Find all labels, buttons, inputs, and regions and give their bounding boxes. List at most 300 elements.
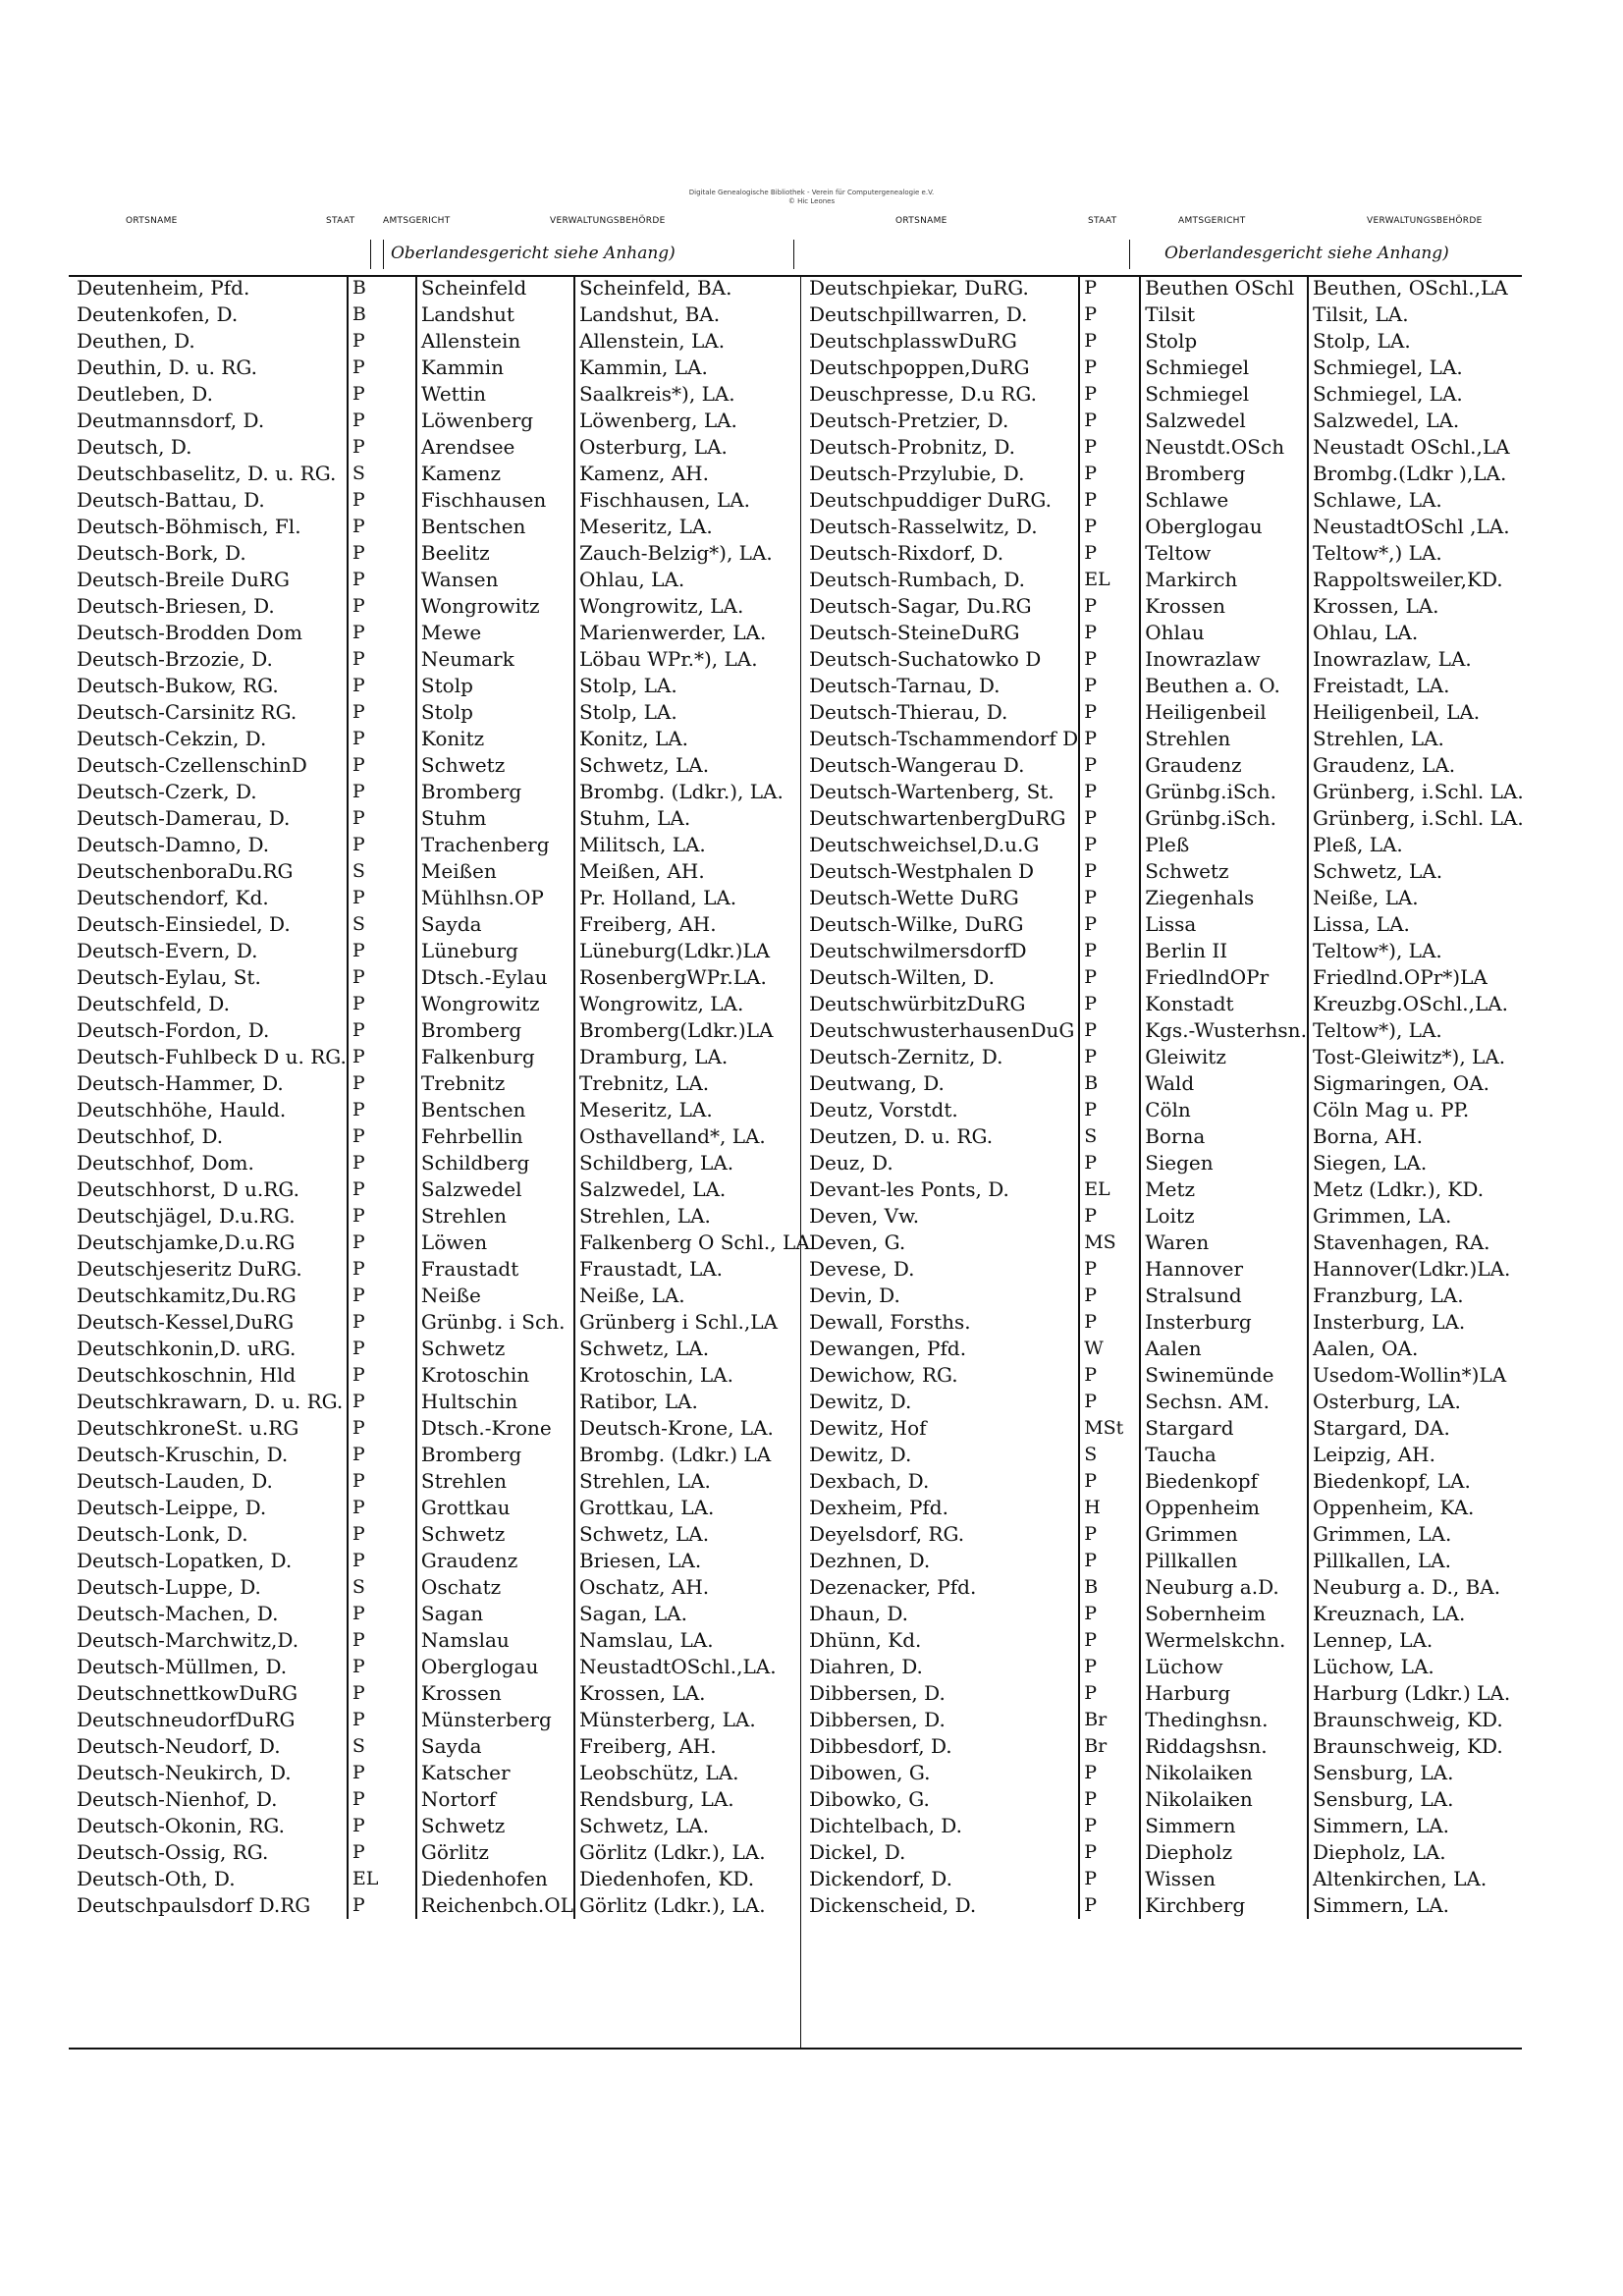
amtsgericht-cell: Cöln <box>1140 1097 1308 1123</box>
right-table-row <box>805 1336 1529 1362</box>
ortsname-cell: Deutschkonin,D. uRG. <box>77 1337 297 1360</box>
verwaltung-cell: Insterburg, LA. <box>1308 1309 1529 1336</box>
amtsgericht-cell: Trebnitz <box>416 1070 574 1097</box>
right-table-row <box>805 1813 1529 1839</box>
amtsgericht-cell: Neustdt.OSch <box>1140 434 1308 461</box>
amtsgericht-cell: Simmern <box>1140 1813 1308 1839</box>
verwaltung-cell: Schildberg, LA. <box>574 1150 816 1176</box>
ortsname-cell: Dewitz, D. <box>809 1390 912 1413</box>
ortsname-cell: Deutsch-Westphalen D <box>809 859 1034 883</box>
ortsname-cell: Deutschkoschnin, Hld <box>77 1363 297 1387</box>
amtsgericht-cell: Konstadt <box>1140 991 1308 1017</box>
ortsname-cell: Deutsch-Tschammendorf D <box>809 727 1079 750</box>
staat-cell: P <box>1079 832 1140 858</box>
left-table-row <box>73 1230 816 1256</box>
verwaltung-cell: Stuhm, LA. <box>574 805 816 832</box>
amtsgericht-cell: Beuthen a. O. <box>1140 673 1308 699</box>
ortsname-cell: Deutsch-Einsiedel, D. <box>77 912 291 936</box>
verwaltung-cell: Namslau, LA. <box>574 1627 816 1654</box>
amtsgericht-cell: Reichenbch.OL <box>416 1892 574 1919</box>
amtsgericht-cell: Loitz <box>1140 1203 1308 1230</box>
staat-cell: P <box>1079 1866 1140 1892</box>
right-table-row <box>805 752 1529 779</box>
amtsgericht-cell: Berlin II <box>1140 938 1308 964</box>
ortsname-cell: Deutsch-Przylubie, D. <box>809 462 1025 485</box>
header-verwaltung-left: VERWALTUNGSBEHÖRDE <box>550 216 666 226</box>
ortsname-cell: Deutschhof, D. <box>77 1124 224 1148</box>
verwaltung-cell: Scheinfeld, BA. <box>574 275 816 301</box>
left-table-row <box>73 381 816 408</box>
amtsgericht-cell: Wissen <box>1140 1866 1308 1892</box>
verwaltung-cell: Strehlen, LA. <box>574 1203 816 1230</box>
amtsgericht-cell: Krotoschin <box>416 1362 574 1389</box>
ortsname-cell: Deutsch-Cekzin, D. <box>77 727 267 750</box>
left-table-row <box>73 1866 816 1892</box>
left-table-row <box>73 461 816 487</box>
staat-cell: P <box>1079 1256 1140 1283</box>
verwaltung-cell: Görlitz (Ldkr.), LA. <box>574 1839 816 1866</box>
left-table-row <box>73 1309 816 1336</box>
ortsname-cell: Deutsch-Neudorf, D. <box>77 1734 281 1758</box>
ortsname-cell: Dickenscheid, D. <box>809 1893 977 1917</box>
staat-cell: S <box>348 858 416 885</box>
amtsgericht-cell: Strehlen <box>416 1468 574 1495</box>
right-table-row <box>805 514 1529 540</box>
right-table-row <box>805 991 1529 1017</box>
verwaltung-cell: Neustadt OSchl.,LA <box>1308 434 1529 461</box>
verwaltung-cell: Löbau WPr.*), LA. <box>574 646 816 673</box>
right-table-row <box>805 620 1529 646</box>
right-table-row <box>805 540 1529 567</box>
amtsgericht-cell: Markirch <box>1140 567 1308 593</box>
ortsname-cell: Deyelsdorf, RG. <box>809 1522 965 1546</box>
verwaltung-cell: Friedlnd.OPr*)LA <box>1308 964 1529 991</box>
ortsname-cell: Deutsch-Okonin, RG. <box>77 1814 286 1837</box>
verwaltung-cell: Beuthen, OSchl.,LA <box>1308 275 1529 301</box>
verwaltung-cell: Freiberg, AH. <box>574 911 816 938</box>
right-table-row <box>805 1760 1529 1786</box>
ortsname-cell: Diahren, D. <box>809 1655 923 1678</box>
verwaltung-cell: Borna, AH. <box>1308 1123 1529 1150</box>
verwaltung-cell: Schmiegel, LA. <box>1308 355 1529 381</box>
verwaltung-cell: Stolp, LA. <box>574 673 816 699</box>
amtsgericht-cell: Sayda <box>416 911 574 938</box>
ortsname-cell: Deutsch-SteineDuRG <box>809 621 1020 644</box>
staat-cell: Br <box>1079 1707 1140 1733</box>
verwaltung-cell: Strehlen, LA. <box>574 1468 816 1495</box>
verwaltung-cell: Oppenheim, KA. <box>1308 1495 1529 1521</box>
right-table-row <box>805 938 1529 964</box>
verwaltung-cell: Kreuzbg.OSchl.,LA. <box>1308 991 1529 1017</box>
ortsname-cell: DeutschwilmersdorfD <box>809 939 1027 962</box>
amtsgericht-cell: Diepholz <box>1140 1839 1308 1866</box>
amtsgericht-cell: Riddagshsn. <box>1140 1733 1308 1760</box>
staat-cell: P <box>1079 1362 1140 1389</box>
ortsname-cell: DeutschkroneSt. u.RG <box>77 1416 299 1440</box>
ortsname-cell: Devant-les Ponts, D. <box>809 1177 1009 1201</box>
staat-cell: P <box>348 1070 416 1097</box>
staat-cell: P <box>1079 1521 1140 1548</box>
amtsgericht-cell: Bromberg <box>416 779 574 805</box>
left-table-row <box>73 1123 816 1150</box>
header-verwaltung-right: VERWALTUNGSBEHÖRDE <box>1367 216 1483 226</box>
ortsname-cell: Deutsch-Oth, D. <box>77 1867 236 1890</box>
amtsgericht-cell: Stolp <box>416 673 574 699</box>
right-table-row <box>805 1786 1529 1813</box>
subheader-divider <box>370 240 371 269</box>
verwaltung-cell: Schwetz, LA. <box>1308 858 1529 885</box>
verwaltung-cell: Pleß, LA. <box>1308 832 1529 858</box>
amtsgericht-cell: Schwetz <box>1140 858 1308 885</box>
verwaltung-cell: Freiberg, AH. <box>574 1733 816 1760</box>
staat-cell: P <box>348 1813 416 1839</box>
left-table-row <box>73 1495 816 1521</box>
verwaltung-cell: Wongrowitz, LA. <box>574 991 816 1017</box>
staat-cell: P <box>348 1548 416 1574</box>
staat-cell: P <box>1079 991 1140 1017</box>
verwaltung-cell: Osterburg, LA. <box>1308 1389 1529 1415</box>
verwaltung-cell: Rappoltsweiler,KD. <box>1308 567 1529 593</box>
amtsgericht-cell: Arendsee <box>416 434 574 461</box>
ortsname-cell: DeutschwusterhausenDuG <box>809 1018 1075 1042</box>
subheader-left-note: Oberlandesgericht siehe Anhang) <box>391 244 676 263</box>
verwaltung-cell: Teltow*), LA. <box>1308 1017 1529 1044</box>
staat-cell: P <box>1079 1203 1140 1230</box>
verwaltung-cell: Sagan, LA. <box>574 1601 816 1627</box>
ortsname-cell: Dexheim, Pfd. <box>809 1496 948 1519</box>
ortsname-cell: Deutsch-Wilke, DuRG <box>809 912 1024 936</box>
amtsgericht-cell: Schlawe <box>1140 487 1308 514</box>
amtsgericht-cell: Kgs.-Wusterhsn. <box>1140 1017 1308 1044</box>
right-table-row <box>805 1097 1529 1123</box>
amtsgericht-cell: Landshut <box>416 301 574 328</box>
right-table-row <box>805 487 1529 514</box>
right-table-row <box>805 699 1529 726</box>
left-table-row <box>73 1521 816 1548</box>
ortsname-cell: Dewitz, D. <box>809 1443 912 1466</box>
amtsgericht-cell: Katscher <box>416 1760 574 1786</box>
verwaltung-cell: Stolp, LA. <box>574 699 816 726</box>
left-table-row <box>73 1283 816 1309</box>
amtsgericht-cell: Beelitz <box>416 540 574 567</box>
ortsname-cell: Deutsch-Tarnau, D. <box>809 674 1001 697</box>
ortsname-cell: DeutschneudorfDuRG <box>77 1708 296 1731</box>
staat-cell: B <box>348 275 416 301</box>
staat-cell: P <box>348 1839 416 1866</box>
verwaltung-cell: Deutsch-Krone, LA. <box>574 1415 816 1442</box>
amtsgericht-cell: Graudenz <box>1140 752 1308 779</box>
left-table-row <box>73 726 816 752</box>
verwaltung-cell: Lüchow, LA. <box>1308 1654 1529 1680</box>
verwaltung-cell: Graudenz, LA. <box>1308 752 1529 779</box>
right-table-row <box>805 832 1529 858</box>
amtsgericht-cell: Wettin <box>416 381 574 408</box>
ortsname-cell: Deutwang, D. <box>809 1071 945 1095</box>
staat-cell: P <box>348 991 416 1017</box>
verwaltung-cell: Löwenberg, LA. <box>574 408 816 434</box>
amtsgericht-cell: Kamenz <box>416 461 574 487</box>
verwaltung-cell: Teltow*), LA. <box>1308 938 1529 964</box>
staat-cell: P <box>348 381 416 408</box>
verwaltung-cell: NeustadtOSchl.,LA. <box>574 1654 816 1680</box>
amtsgericht-cell: Lissa <box>1140 911 1308 938</box>
amtsgericht-cell: Namslau <box>416 1627 574 1654</box>
amtsgericht-cell: Wermelskchn. <box>1140 1627 1308 1654</box>
staat-cell: S <box>348 1574 416 1601</box>
right-table-row <box>805 1627 1529 1654</box>
ortsname-cell: Dezenacker, Pfd. <box>809 1575 977 1599</box>
staat-cell: P <box>1079 699 1140 726</box>
staat-cell: P <box>1079 540 1140 567</box>
ortsname-cell: Deutsch-Bork, D. <box>77 541 246 565</box>
right-table-row <box>805 1866 1529 1892</box>
verwaltung-cell: Landshut, BA. <box>574 301 816 328</box>
right-table <box>805 275 1529 1919</box>
amtsgericht-cell: Stuhm <box>416 805 574 832</box>
left-table-row <box>73 514 816 540</box>
staat-cell: P <box>1079 885 1140 911</box>
ortsname-cell: Deutz, Vorstdt. <box>809 1098 958 1121</box>
staat-cell: P <box>348 1627 416 1654</box>
staat-cell: P <box>348 805 416 832</box>
verwaltung-cell: Teltow*,) LA. <box>1308 540 1529 567</box>
right-table-row <box>805 805 1529 832</box>
staat-cell: P <box>348 1017 416 1044</box>
left-table-row <box>73 1256 816 1283</box>
ortsname-cell: Devin, D. <box>809 1284 900 1307</box>
left-table-row <box>73 1813 816 1839</box>
amtsgericht-cell: Tilsit <box>1140 301 1308 328</box>
amtsgericht-cell: Gleiwitz <box>1140 1044 1308 1070</box>
subheader-divider <box>383 240 384 269</box>
ortsname-cell: Deutschpiekar, DuRG. <box>809 276 1029 300</box>
verwaltung-cell: Braunschweig, KD. <box>1308 1707 1529 1733</box>
ortsname-cell: Deutschhorst, D u.RG. <box>77 1177 299 1201</box>
verwaltung-cell: Allenstein, LA. <box>574 328 816 355</box>
left-table-row <box>73 805 816 832</box>
verwaltung-cell: Stolp, LA. <box>1308 328 1529 355</box>
ortsname-cell: Deutsch-Böhmisch, Fl. <box>77 515 301 538</box>
verwaltung-cell: Brombg. (Ldkr.), LA. <box>574 779 816 805</box>
verwaltung-cell: Krossen, LA. <box>574 1680 816 1707</box>
left-table-row <box>73 540 816 567</box>
amtsgericht-cell: Bentschen <box>416 514 574 540</box>
verwaltung-cell: Dramburg, LA. <box>574 1044 816 1070</box>
verwaltung-cell: Franzburg, LA. <box>1308 1283 1529 1309</box>
amtsgericht-cell: Bromberg <box>1140 461 1308 487</box>
verwaltung-cell: Bromberg(Ldkr.)LA <box>574 1017 816 1044</box>
ortsname-cell: DeutschnettkowDuRG <box>77 1681 298 1705</box>
amtsgericht-cell: Pillkallen <box>1140 1548 1308 1574</box>
right-table-row <box>805 461 1529 487</box>
right-table-row <box>805 1415 1529 1442</box>
left-table-row <box>73 1176 816 1203</box>
amtsgericht-cell: Wansen <box>416 567 574 593</box>
ortsname-cell: Deutsch-CzellenschinD <box>77 753 307 777</box>
amtsgericht-cell: Beuthen OSchl <box>1140 275 1308 301</box>
ortsname-cell: Deutsch-Müllmen, D. <box>77 1655 288 1678</box>
watermark-line-1: Digitale Genealogische Bibliothek - Verein für Computergenealogie e.V. <box>688 189 935 196</box>
staat-cell: P <box>348 1389 416 1415</box>
staat-cell: EL <box>1079 1176 1140 1203</box>
staat-cell: P <box>1079 1017 1140 1044</box>
amtsgericht-cell: Schildberg <box>416 1150 574 1176</box>
verwaltung-cell: Zauch-Belzig*), LA. <box>574 540 816 567</box>
right-table-row <box>805 434 1529 461</box>
ortsname-cell: Deutschhöhe, Hauld. <box>77 1098 287 1121</box>
verwaltung-cell: Usedom-Wollin*)LA <box>1308 1362 1529 1389</box>
left-table-row <box>73 408 816 434</box>
ortsname-cell: Deutschfeld, D. <box>77 992 230 1015</box>
ortsname-cell: Deutsch-Evern, D. <box>77 939 258 962</box>
verwaltung-cell: Münsterberg, LA. <box>574 1707 816 1733</box>
ortsname-cell: Deutschjägel, D.u.RG. <box>77 1204 296 1228</box>
staat-cell: B <box>1079 1574 1140 1601</box>
ortsname-cell: Deuthen, D. <box>77 329 195 353</box>
verwaltung-cell: Harburg (Ldkr.) LA. <box>1308 1680 1529 1707</box>
staat-cell: P <box>1079 1309 1140 1336</box>
amtsgericht-cell: Krossen <box>416 1680 574 1707</box>
amtsgericht-cell: Salzwedel <box>416 1176 574 1203</box>
ortsname-cell: Dezhnen, D. <box>809 1549 931 1572</box>
left-table-row <box>73 1627 816 1654</box>
staat-cell: P <box>348 540 416 567</box>
verwaltung-cell: Osthavelland*, LA. <box>574 1123 816 1150</box>
right-table-row <box>805 567 1529 593</box>
right-table-row <box>805 1892 1529 1919</box>
ortsname-cell: Dibowko, G. <box>809 1787 930 1811</box>
verwaltung-cell: Inowrazlaw, LA. <box>1308 646 1529 673</box>
verwaltung-cell: Grünberg, i.Schl. LA. <box>1308 805 1529 832</box>
left-table-row <box>73 1654 816 1680</box>
staat-cell: P <box>348 1521 416 1548</box>
amtsgericht-cell: Grottkau <box>416 1495 574 1521</box>
staat-cell: P <box>1079 726 1140 752</box>
ortsname-cell: Deutsch-Wartenberg, St. <box>809 780 1055 803</box>
right-table-row <box>805 1495 1529 1521</box>
staat-cell: P <box>348 646 416 673</box>
right-table-row <box>805 911 1529 938</box>
verwaltung-cell: Krossen, LA. <box>1308 593 1529 620</box>
amtsgericht-cell: Wongrowitz <box>416 991 574 1017</box>
left-table-row <box>73 858 816 885</box>
ortsname-cell: DeutschplasswDuRG <box>809 329 1017 353</box>
verwaltung-cell: Meseritz, LA. <box>574 514 816 540</box>
left-table-row <box>73 673 816 699</box>
verwaltung-cell: Hannover(Ldkr.)LA. <box>1308 1256 1529 1283</box>
staat-cell: P <box>1079 1813 1140 1839</box>
staat-cell: P <box>348 1601 416 1627</box>
staat-cell: P <box>348 1707 416 1733</box>
staat-cell: P <box>1079 461 1140 487</box>
verwaltung-cell: Pillkallen, LA. <box>1308 1548 1529 1574</box>
amtsgericht-cell: Fischhausen <box>416 487 574 514</box>
staat-cell: W <box>1079 1336 1140 1362</box>
left-table-row <box>73 1150 816 1176</box>
amtsgericht-cell: Ohlau <box>1140 620 1308 646</box>
staat-cell: P <box>348 1309 416 1336</box>
verwaltung-cell: Neuburg a. D., BA. <box>1308 1574 1529 1601</box>
amtsgericht-cell: Nortorf <box>416 1786 574 1813</box>
staat-cell: P <box>1079 487 1140 514</box>
verwaltung-cell: Aalen, OA. <box>1308 1336 1529 1362</box>
left-table-row <box>73 1442 816 1468</box>
staat-cell: P <box>348 1230 416 1256</box>
ortsname-cell: Deutsch-Brzozie, D. <box>77 647 273 671</box>
right-table-row <box>805 858 1529 885</box>
staat-cell: S <box>1079 1123 1140 1150</box>
staat-cell: P <box>1079 301 1140 328</box>
right-table-row <box>805 1362 1529 1389</box>
amtsgericht-cell: Strehlen <box>1140 726 1308 752</box>
left-table-row <box>73 1601 816 1627</box>
staat-cell: P <box>1079 911 1140 938</box>
right-table-row <box>805 1521 1529 1548</box>
verwaltung-cell: Metz (Ldkr.), KD. <box>1308 1176 1529 1203</box>
staat-cell: MS <box>1079 1230 1140 1256</box>
ortsname-cell: Deutsch-Kruschin, D. <box>77 1443 289 1466</box>
verwaltung-cell: Grottkau, LA. <box>574 1495 816 1521</box>
right-table-row <box>805 408 1529 434</box>
amtsgericht-cell: Ziegenhals <box>1140 885 1308 911</box>
header-ortsname-left: ORTSNAME <box>126 216 178 226</box>
ortsname-cell: Deutsch-Probnitz, D. <box>809 435 1015 459</box>
ortsname-cell: Deutzen, D. u. RG. <box>809 1124 994 1148</box>
verwaltung-cell: Meißen, AH. <box>574 858 816 885</box>
staat-cell: P <box>348 1468 416 1495</box>
ortsname-cell: Deutmannsdorf, D. <box>77 409 265 432</box>
amtsgericht-cell: Mewe <box>416 620 574 646</box>
ortsname-cell: DeutschwartenbergDuRG <box>809 806 1066 830</box>
verwaltung-cell: Fraustadt, LA. <box>574 1256 816 1283</box>
amtsgericht-cell: Stolp <box>1140 328 1308 355</box>
staat-cell: P <box>1079 1283 1140 1309</box>
amtsgericht-cell: Siegen <box>1140 1150 1308 1176</box>
staat-cell: P <box>1079 805 1140 832</box>
ortsname-cell: Deutsch-Luppe, D. <box>77 1575 261 1599</box>
verwaltung-cell: Schwetz, LA. <box>574 1336 816 1362</box>
ortsname-cell: DeutschenboraDu.RG <box>77 859 294 883</box>
ortsname-cell: Deutschkrawarn, D. u. RG. <box>77 1390 344 1413</box>
staat-cell: Br <box>1079 1733 1140 1760</box>
header-staat-right: STAAT <box>1088 216 1117 226</box>
right-table-row <box>805 1044 1529 1070</box>
verwaltung-cell: Neiße, LA. <box>574 1283 816 1309</box>
verwaltung-cell: Grimmen, LA. <box>1308 1203 1529 1230</box>
amtsgericht-cell: Grimmen <box>1140 1521 1308 1548</box>
verwaltung-cell: Lüneburg(Ldkr.)LA <box>574 938 816 964</box>
verwaltung-cell: Schmiegel, LA. <box>1308 381 1529 408</box>
left-table-row <box>73 301 816 328</box>
verwaltung-cell: Konitz, LA. <box>574 726 816 752</box>
verwaltung-cell: Simmern, LA. <box>1308 1813 1529 1839</box>
header-amtsgericht-left: AMTSGERICHT <box>383 216 451 226</box>
ortsname-cell: Deutleben, D. <box>77 382 213 406</box>
staat-cell: P <box>348 1786 416 1813</box>
staat-cell: P <box>348 1203 416 1230</box>
amtsgericht-cell: Waren <box>1140 1230 1308 1256</box>
ortsname-cell: Deutschjeseritz DuRG. <box>77 1257 302 1281</box>
ortsname-cell: Deutsch-Suchatowko D <box>809 647 1042 671</box>
verwaltung-cell: Brombg. (Ldkr.) LA <box>574 1442 816 1468</box>
amtsgericht-cell: Kirchberg <box>1140 1892 1308 1919</box>
right-table-row <box>805 1574 1529 1601</box>
staat-cell: P <box>348 1362 416 1389</box>
watermark-line-2: © Hic Leones <box>787 197 836 205</box>
verwaltung-cell: Diedenhofen, KD. <box>574 1866 816 1892</box>
ortsname-cell: Dewitz, Hof <box>809 1416 927 1440</box>
amtsgericht-cell: Metz <box>1140 1176 1308 1203</box>
